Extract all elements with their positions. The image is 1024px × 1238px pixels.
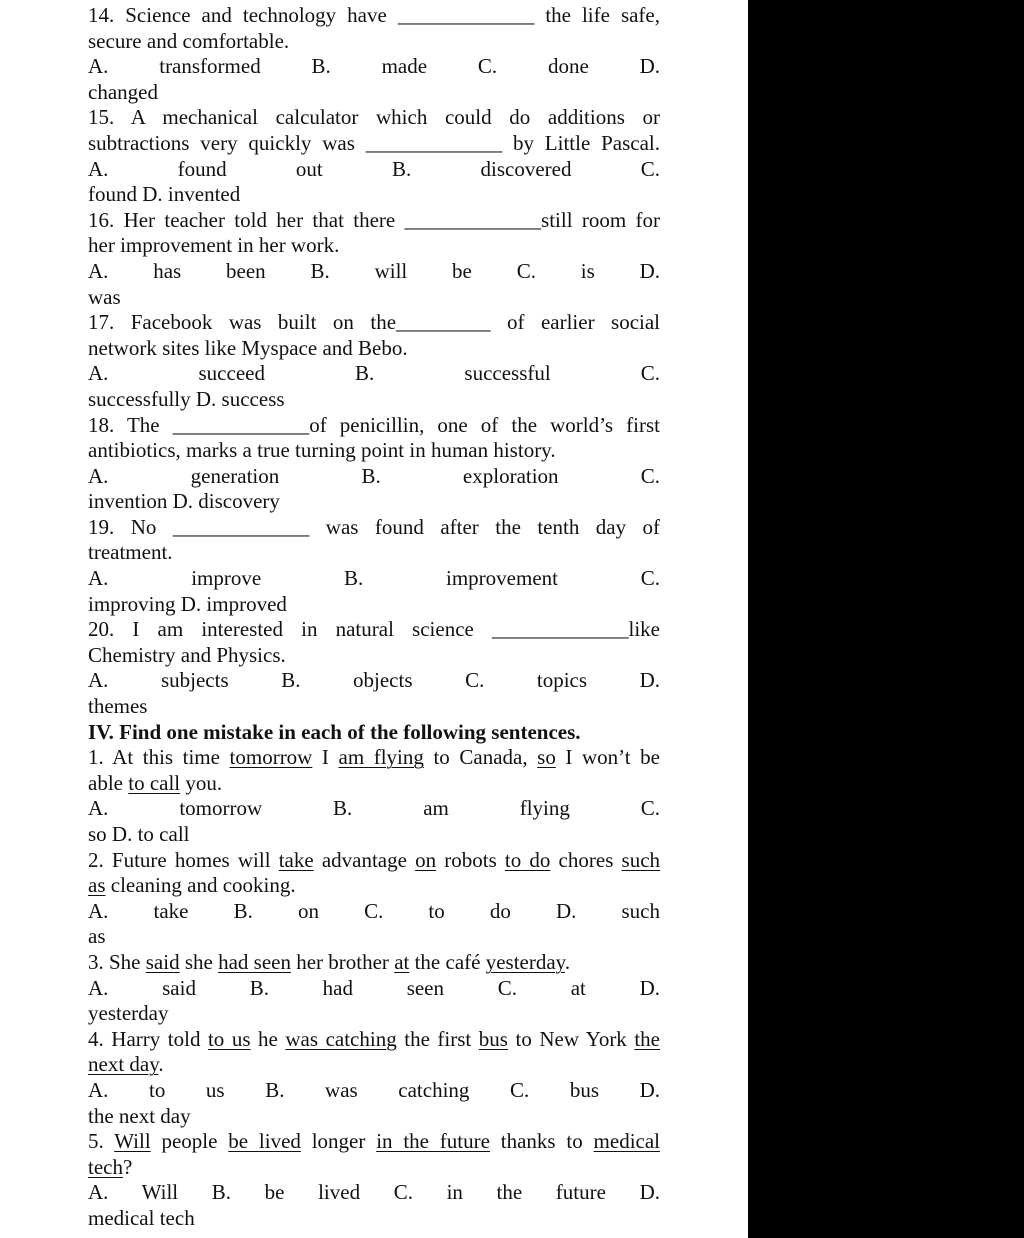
text-segment: C. done <box>477 54 589 79</box>
text-line <box>88 310 660 336</box>
text-segment: A. subjects <box>88 668 229 693</box>
text-segment: subtractions very quickly was <box>88 130 355 155</box>
text-line <box>88 208 660 234</box>
text-segment: A. <box>88 566 109 591</box>
text-segment: thanks to <box>489 1129 594 1154</box>
text-segment: found D. invented <box>88 182 241 207</box>
text-line <box>88 950 660 976</box>
text-line <box>88 745 660 771</box>
text-line <box>88 438 660 464</box>
text-line <box>88 1078 660 1104</box>
text-line <box>88 694 660 720</box>
text-segment: 16. Her teacher told her that there <box>88 207 396 232</box>
text-line <box>88 29 660 55</box>
underlined-phrase: had seen <box>218 949 291 974</box>
text-segment: C. <box>640 566 661 591</box>
text-segment: _____________like <box>492 617 660 642</box>
text-segment: people <box>150 1129 229 1154</box>
text-line <box>88 592 660 618</box>
text-segment: B. <box>361 463 381 488</box>
text-segment: able <box>88 770 129 795</box>
text-segment: _____________ <box>397 3 535 27</box>
text-segment: D. <box>639 54 660 79</box>
text-segment: treatment. <box>88 540 173 565</box>
text-segment: was found after the tenth day of <box>325 514 661 539</box>
text-segment: the café <box>409 949 486 974</box>
text-segment: A. has been <box>88 258 266 283</box>
text-segment: D. <box>639 1180 660 1205</box>
text-segment: D. such <box>555 898 660 923</box>
text-line <box>88 1104 660 1130</box>
text-line <box>88 668 660 694</box>
text-segment: to Canada, <box>423 745 538 770</box>
text-segment: C. <box>640 463 661 488</box>
text-segment: _____________ <box>172 514 310 539</box>
section-heading <box>88 720 660 746</box>
text-line <box>88 617 660 643</box>
text-line <box>88 1206 660 1232</box>
text-segment: successfully D. success <box>88 386 285 411</box>
underlined-phrase: at <box>394 949 410 974</box>
text-segment: B. <box>392 156 412 181</box>
underlined-phrase: bus <box>478 1026 508 1051</box>
text-segment: B. was catching <box>265 1077 470 1102</box>
text-line <box>88 285 660 311</box>
underlined-phrase: medical <box>593 1129 661 1154</box>
text-segment: C. bus <box>510 1077 600 1102</box>
text-line <box>88 643 660 669</box>
text-segment: 2. Future homes will <box>88 847 279 872</box>
text-segment: 17. Facebook was built on the_________ <box>88 310 491 335</box>
underlined-phrase: be lived <box>228 1129 301 1154</box>
text-segment: B. objects <box>281 668 413 693</box>
text-line <box>88 157 660 183</box>
underlined-phrase: the <box>634 1026 660 1051</box>
text-segment: B. had seen <box>249 975 445 1000</box>
text-segment: 5. <box>88 1129 115 1154</box>
text-segment: A. <box>88 463 109 488</box>
underlined-phrase: next day <box>88 1052 159 1077</box>
text-line <box>88 771 660 797</box>
underlined-phrase: Will <box>114 1129 151 1154</box>
text-segment: D. <box>639 1077 661 1102</box>
text-segment: secure and comfortable. <box>88 28 290 53</box>
text-segment: . <box>564 949 571 974</box>
text-line <box>88 464 660 490</box>
text-line <box>88 976 660 1002</box>
text-line <box>88 3 660 29</box>
text-line <box>88 361 660 387</box>
text-segment: 3. She <box>88 949 146 974</box>
text-segment: so D. to call <box>88 822 190 846</box>
underlined-phrase: such <box>621 847 661 872</box>
text-segment: A. <box>88 796 109 821</box>
text-line <box>88 131 660 157</box>
text-segment: D. <box>639 668 661 693</box>
text-segment: A. to us <box>88 1077 225 1102</box>
text-segment: changed <box>88 79 158 104</box>
underlined-phrase: so <box>537 745 556 770</box>
text-segment: discovered <box>480 156 572 181</box>
text-line <box>88 1001 660 1027</box>
text-segment: 18. The <box>88 412 160 437</box>
text-segment: was <box>88 284 121 309</box>
text-line <box>88 1052 660 1078</box>
text-line <box>88 822 660 848</box>
text-segment: successful <box>464 361 551 386</box>
text-segment: B. <box>333 796 353 821</box>
text-segment: _____________still room for <box>404 207 660 232</box>
text-segment: 14. Science and technology have <box>88 3 387 27</box>
text-segment: D. <box>639 975 661 1000</box>
text-segment: tomorrow <box>179 796 263 821</box>
text-line <box>88 1180 660 1206</box>
text-segment: as <box>88 924 106 949</box>
text-segment: B. <box>355 361 375 386</box>
text-segment: am <box>423 796 449 821</box>
text-line <box>88 899 660 925</box>
text-line <box>88 105 660 131</box>
text-line <box>88 80 660 106</box>
text-line <box>88 924 660 950</box>
text-segment: found <box>177 156 227 181</box>
text-segment: Chemistry and Physics. <box>88 642 286 667</box>
text-line <box>88 387 660 413</box>
text-line <box>88 233 660 259</box>
underlined-phrase: as <box>88 873 106 898</box>
text-segment: longer <box>300 1129 377 1154</box>
underlined-phrase: tech <box>88 1154 123 1179</box>
text-line <box>88 796 660 822</box>
text-segment: C. <box>640 796 661 821</box>
underlined-phrase: take <box>278 847 314 872</box>
text-segment: generation <box>190 463 280 488</box>
text-line <box>88 54 660 80</box>
text-segment: medical tech <box>88 1205 195 1230</box>
text-line <box>88 515 660 541</box>
text-line <box>88 848 660 874</box>
underlined-phrase: yesterday <box>485 949 565 974</box>
text-segment: of earlier social <box>506 310 660 335</box>
underlined-phrase: was catching <box>285 1026 397 1051</box>
text-line <box>88 1129 660 1155</box>
underlined-phrase: to us <box>207 1026 251 1051</box>
text-segment: A. <box>88 361 109 386</box>
text-segment: antibiotics, marks a true turning point in human history. <box>88 438 556 463</box>
text-segment: her improvement in her work. <box>88 233 340 258</box>
underlined-phrase: to call <box>128 770 181 795</box>
text-segment: advantage <box>313 847 416 872</box>
text-segment: 15. A mechanical calculator which could do additions or <box>88 105 660 130</box>
text-segment: yesterday <box>88 1001 169 1026</box>
text-line <box>88 259 660 285</box>
text-line <box>88 1155 660 1181</box>
underlined-phrase: am flying <box>338 745 424 770</box>
text-segment: C. at <box>497 975 586 1000</box>
text-segment: the life safe, <box>545 3 660 27</box>
text-line <box>88 489 660 515</box>
text-line <box>88 336 660 362</box>
text-segment: the first <box>396 1026 479 1051</box>
text-segment: C. is <box>516 258 595 283</box>
underlined-phrase: to do <box>504 847 551 872</box>
text-segment: A. Will <box>88 1180 179 1205</box>
text-segment: themes <box>88 694 148 719</box>
underlined-phrase: on <box>415 847 437 872</box>
text-segment: _____________ <box>365 130 503 155</box>
text-segment: her brother <box>290 949 395 974</box>
text-segment: B. will be <box>310 258 472 283</box>
text-segment: network sites like Myspace and Bebo. <box>88 335 408 360</box>
text-segment: 1. At this time <box>88 745 230 770</box>
text-segment: 4. Harry told <box>88 1026 208 1051</box>
text-segment: C. in the future <box>393 1180 606 1205</box>
text-segment: out <box>295 156 323 181</box>
text-segment: he <box>250 1026 286 1051</box>
text-line <box>88 1027 660 1053</box>
text-segment: improvement <box>446 566 558 591</box>
text-segment: IV. Find one mistake in each of the following sentences. <box>88 719 581 744</box>
text-segment: ? <box>122 1154 133 1179</box>
text-segment: robots <box>436 847 505 872</box>
text-segment: A. transformed <box>88 54 261 79</box>
text-segment: flying <box>519 796 570 821</box>
text-segment: A. <box>88 156 109 181</box>
text-segment: succeed <box>198 361 265 386</box>
text-segment: exploration <box>462 463 559 488</box>
text-segment: improve <box>191 566 262 591</box>
text-segment: C. <box>640 361 661 386</box>
text-segment: B. made <box>311 54 428 79</box>
text-segment: A. said <box>88 975 196 1000</box>
text-segment: improving D. improved <box>88 591 287 616</box>
text-line <box>88 182 660 208</box>
text-segment: invention D. discovery <box>88 489 280 514</box>
text-line <box>88 873 660 899</box>
text-segment: D. <box>639 258 660 283</box>
text-segment: A. take <box>88 898 189 923</box>
text-segment: B. be lived <box>211 1180 361 1205</box>
text-line <box>88 413 660 439</box>
text-segment: she <box>179 949 219 974</box>
text-segment: the next day <box>88 1103 191 1128</box>
underlined-phrase: said <box>145 949 180 974</box>
text-segment: you. <box>180 770 223 795</box>
underlined-phrase: in the future <box>376 1129 490 1154</box>
text-segment: B. <box>343 566 364 591</box>
text-line <box>88 566 660 592</box>
text-segment: . <box>158 1052 164 1077</box>
underlined-phrase: tomorrow <box>229 745 313 770</box>
text-segment: 19. No <box>88 514 157 539</box>
text-segment: cleaning and cooking. <box>105 873 296 898</box>
text-segment: by Little Pascal. <box>513 130 661 155</box>
text-line <box>88 540 660 566</box>
text-segment: C. <box>640 156 661 181</box>
text-segment: B. on <box>233 898 319 923</box>
text-segment: 20. I am interested in natural science <box>88 617 474 642</box>
text-segment: I <box>312 745 339 770</box>
text-segment: C. to do <box>364 898 511 923</box>
text-segment: to New York <box>507 1026 635 1051</box>
text-segment: _____________of penicillin, one of the world’s first <box>172 412 660 437</box>
worksheet-text <box>88 3 660 1232</box>
text-segment: I won’t be <box>555 745 660 770</box>
text-segment: C. topics <box>465 668 588 693</box>
text-segment: chores <box>550 847 622 872</box>
